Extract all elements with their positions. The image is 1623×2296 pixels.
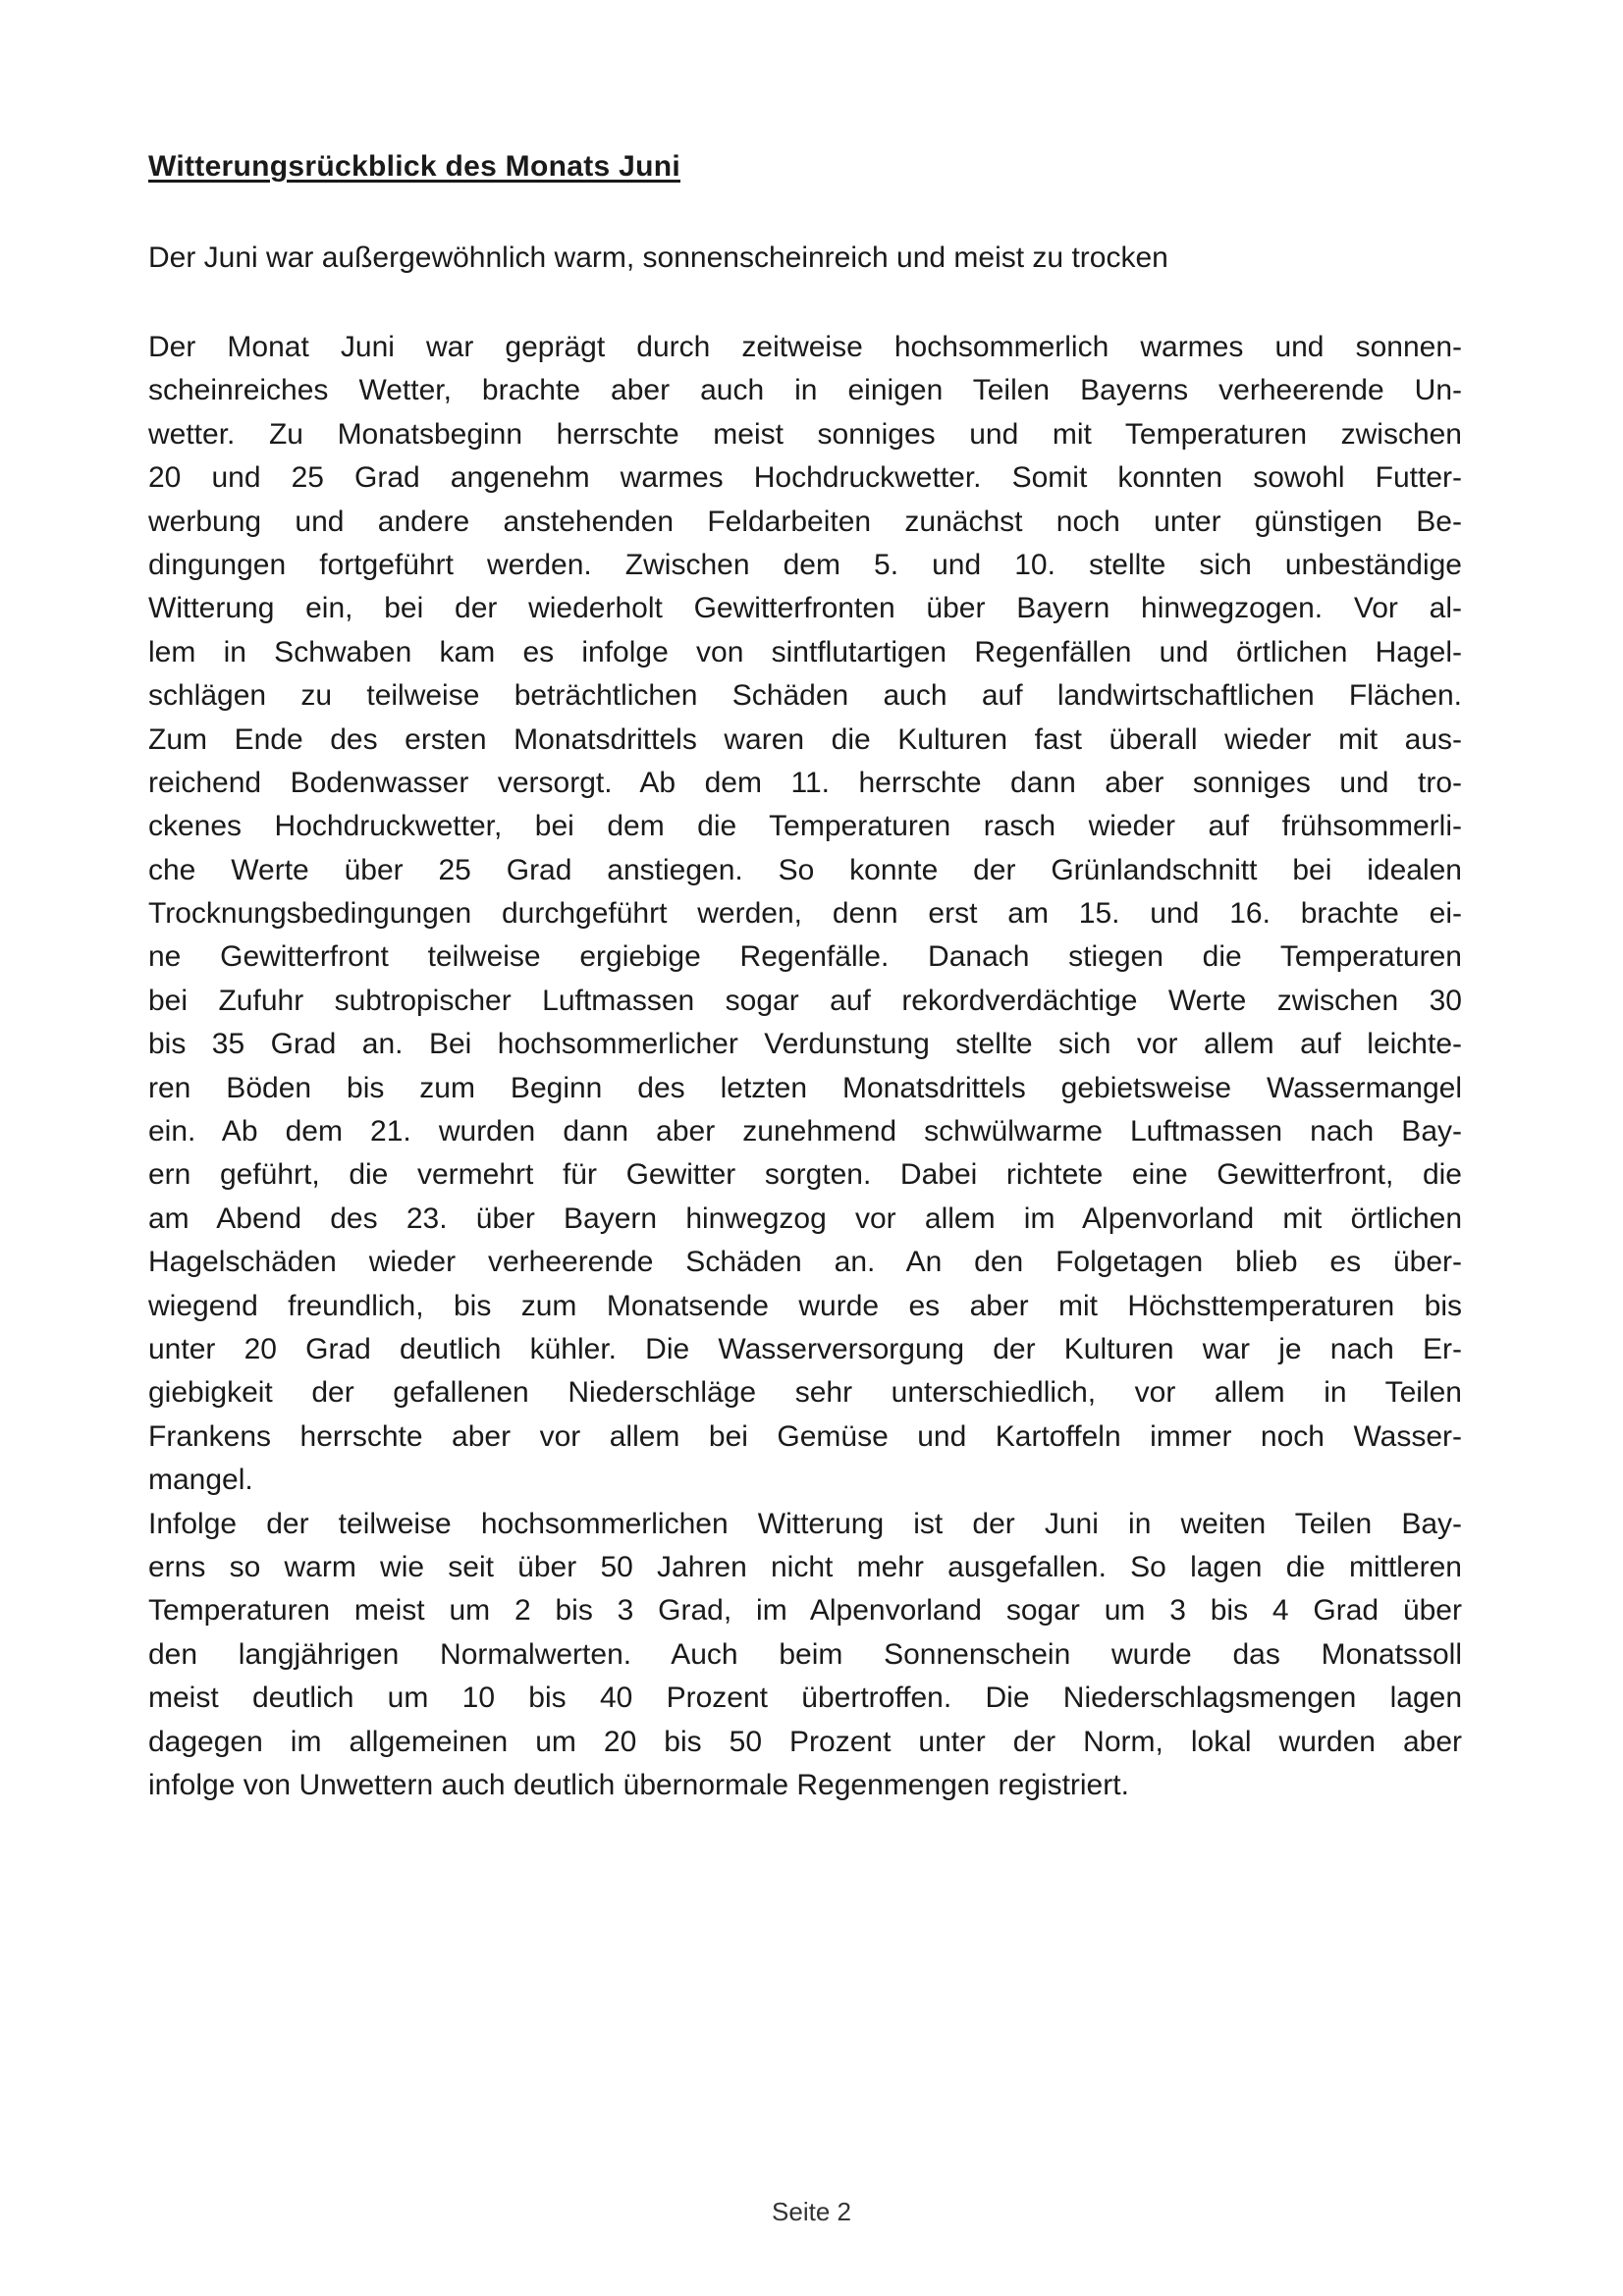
text-line: dagegen im allgemeinen um 20 bis 50 Prozent unter der Norm, lokal wurden aber — [148, 1725, 1462, 1758]
text-line: ne Gewitterfront teilweise ergiebige Regenfälle. Danach stiegen die Temperaturen — [148, 940, 1462, 974]
text-line: Witterung ein, bei der wiederholt Gewitterfronten über Bayern hinwegzogen. Vor al- — [148, 592, 1462, 625]
text-line: am Abend des 23. über Bayern hinwegzog vor allem im Alpenvorland mit örtlichen — [148, 1201, 1462, 1235]
body-text — [148, 326, 1462, 1807]
text-line: bis 35 Grad an. Bei hochsommerlicher Verdunstung stellte sich vor allem auf leichte- — [148, 1028, 1462, 1061]
text-line: bei Zufuhr subtropischer Luftmassen sogar auf rekordverdächtige Werte zwischen 30 — [148, 984, 1462, 1017]
text-line: infolge von Unwettern auch deutlich übernormale Regenmengen registriert. — [148, 1768, 1129, 1801]
text-line: 20 und 25 Grad angenehm warmes Hochdruckwetter. Somit konnten sowohl Futter- — [148, 461, 1462, 495]
text-line: unter 20 Grad deutlich kühler. Die Wasserversorgung der Kulturen war je nach Er- — [148, 1332, 1462, 1365]
text-line: giebigkeit der gefallenen Niederschläge sehr unterschiedlich, vor allem in Teilen — [148, 1376, 1462, 1410]
document-subtitle: Der Juni war außergewöhnlich warm, sonnenscheinreich und meist zu trocken — [148, 241, 1168, 274]
text-line: lem in Schwaben kam es infolge von sintflutartigen Regenfällen und örtlichen Hagel- — [148, 635, 1462, 668]
text-line: Der Monat Juni war geprägt durch zeitweise hochsommerlich warmes und sonnen- — [148, 331, 1462, 363]
text-line: Temperaturen meist um 2 bis 3 Grad, im Alpenvorland sogar um 3 bis 4 Grad über — [148, 1594, 1462, 1628]
text-line: ren Böden bis zum Beginn des letzten Monatsdrittels gebietsweise Wassermangel — [148, 1071, 1462, 1104]
text-line: wetter. Zu Monatsbeginn herrschte meist sonniges und mit Temperaturen zwischen — [148, 417, 1462, 451]
text-line: Infolge der teilweise hochsommerlichen Witterung ist der Juni in weiten Teilen Bay- — [148, 1507, 1462, 1540]
text-line: wiegend freundlich, bis zum Monatsende wurde es aber mit Höchsttemperaturen bis — [148, 1289, 1462, 1322]
text-line: den langjährigen Normalwerten. Auch beim Sonnenschein wurde das Monatssoll — [148, 1637, 1462, 1671]
text-line: ein. Ab dem 21. wurden dann aber zunehmend schwülwarme Luftmassen nach Bay- — [148, 1115, 1462, 1148]
text-line: scheinreiches Wetter, brachte aber auch in einigen Teilen Bayerns verheerende Un- — [148, 374, 1462, 407]
text-line: meist deutlich um 10 bis 40 Prozent übertroffen. Die Niederschlagsmengen lagen — [148, 1682, 1462, 1715]
text-line: reichend Bodenwasser versorgt. Ab dem 11. herrschte dann aber sonniges und tro- — [148, 766, 1462, 799]
text-line: werbung und andere anstehenden Feldarbeiten zunächst noch unter günstigen Be- — [148, 505, 1462, 538]
text-line: che Werte über 25 Grad anstiegen. So konnte der Grünlandschnitt bei idealen — [148, 853, 1462, 886]
text-line: Trocknungsbedingungen durchgeführt werden, denn erst am 15. und 16. brachte ei- — [148, 897, 1462, 931]
text-line: schlägen zu teilweise beträchtlichen Schäden auch auf landwirtschaftlichen Flächen. — [148, 679, 1462, 713]
text-line: Hagelschäden wieder verheerende Schäden an. An den Folgetagen blieb es über- — [148, 1246, 1462, 1279]
text-line: erns so warm wie seit über 50 Jahren nicht mehr ausgefallen. So lagen die mittleren — [148, 1550, 1462, 1583]
text-line: mangel. — [148, 1464, 253, 1497]
document-title: Witterungsrückblick des Monats Juni — [148, 150, 680, 183]
text-line: Frankens herrschte aber vor allem bei Gemüse und Kartoffeln immer noch Wasser- — [148, 1419, 1462, 1453]
text-line: ern geführt, die vermehrt für Gewitter sorgten. Dabei richtete eine Gewitterfront, die — [148, 1158, 1462, 1192]
text-line: ckenes Hochdruckwetter, bei dem die Temperaturen rasch wieder auf frühsommerli- — [148, 810, 1462, 843]
text-line: Zum Ende des ersten Monatsdrittels waren die Kulturen fast überall wieder mit aus- — [148, 722, 1462, 756]
page-number: Seite 2 — [772, 2197, 851, 2226]
text-line: dingungen fortgeführt werden. Zwischen dem 5. und 10. stellte sich unbeständige — [148, 548, 1462, 581]
